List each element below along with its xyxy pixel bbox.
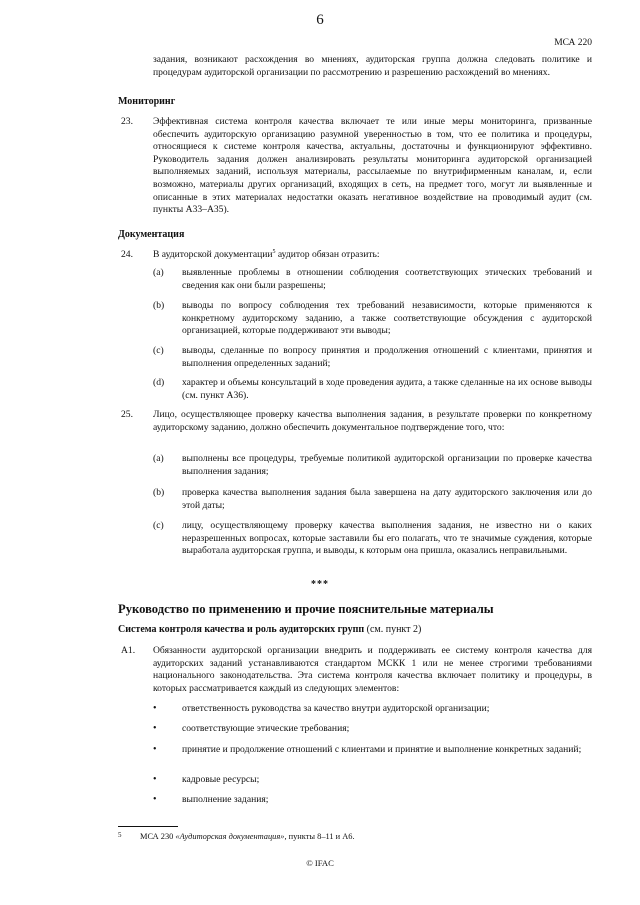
guidance-heading: Руководство по применению и прочие пояснительные материалы	[118, 602, 494, 616]
list-item-label: (a)	[153, 267, 164, 278]
intro-paragraph: задания, возникают расхождения во мнениях, аудиторская группа должна следовать политике и процедурам аудиторской организации по рассмотрению и разрешению расхождений во мнениях.	[153, 54, 592, 78]
page-footer: © IFAC	[306, 858, 334, 868]
bullet-icon: •	[153, 794, 157, 805]
bullet-item: выполнение задания;	[182, 794, 269, 805]
paragraph-number-23: 23.	[121, 116, 133, 127]
bullet-item: ответственность руководства за качество внутри аудиторской организации;	[182, 703, 490, 714]
footnote-title: «Аудиторская документация»	[175, 832, 285, 841]
list-item: выявленные проблемы в отношении соблюдения соответствующих этических требований и сведения как они были разрешены;	[182, 267, 592, 291]
list-item: характер и объемы консультаций в ходе проведения аудита, а также сделанные на их основе выводы (см. пункт А36).	[182, 377, 592, 401]
page-number: 6	[316, 12, 324, 28]
list-item: выполнены все процедуры, требуемые политикой аудиторской организации по проверке качества выполнения задания;	[182, 453, 592, 477]
footnote-plain: МСА 230	[140, 832, 176, 841]
list-item-label: (b)	[153, 300, 165, 311]
bullet-icon: •	[153, 723, 157, 734]
paragraph-a1: Обязанности аудиторской организации внедрить и поддерживать ее систему контроля качества для аудиторских заданий устанавливаются стандартом МСКК 1 или не менее строгими требованиями национального законодательства. Эта система контроля качества включает политику и процедуры, в которых рассматривается каждый из следующих элементов:	[153, 645, 592, 694]
footnote-text	[140, 831, 355, 842]
paragraph-number-24: 24.	[121, 249, 133, 260]
list-item: лицу, осуществляющему проверку качества выполнения задания, не известно ни о каких неразрешенных вопросах, которые заставили бы его полагать, что те значимые суждения, которые выработала аудиторская группа, и выводы, к которым она пришла, оказались неправильными.	[182, 520, 592, 557]
guidance-subheading	[118, 624, 421, 635]
paragraph-number-a1: A1.	[121, 645, 136, 656]
list-item-label: (a)	[153, 453, 164, 464]
paragraph-24-lead	[153, 249, 592, 262]
footnote-divider	[118, 826, 178, 827]
list-item: выводы по вопросу соблюдения тех требований независимости, которые применяются к конкретному аудиторскому заданию, а также соответствующие обсуждения с аудиторской организацией, которые поддерживают эти выводы;	[182, 300, 592, 337]
monitoring-heading: Мониторинг	[118, 96, 176, 107]
bullet-item: соответствующие этические требования;	[182, 723, 350, 734]
subheading-reference: (см. пункт 2)	[364, 624, 422, 635]
p24-lead-tail: аудитор обязан отразить:	[275, 249, 380, 260]
documentation-heading: Документация	[118, 229, 185, 240]
bullet-icon: •	[153, 703, 157, 714]
bullet-item: принятие и продолжение отношений с клиентами и принятие и выполнение конкретных заданий;	[182, 744, 582, 755]
bullet-icon: •	[153, 774, 157, 785]
list-item: проверка качества выполнения задания была завершена на дату аудиторского заключения или до этой даты;	[182, 487, 592, 511]
bullet-item: кадровые ресурсы;	[182, 774, 260, 785]
section-separator: ***	[311, 579, 329, 590]
paragraph-25-lead: Лицо, осуществляющее проверку качества выполнения задания, в результате проверки по конкретному аудиторскому заданию, должно обеспечить документальное подтверждение того, что:	[153, 409, 592, 433]
list-item-label: (b)	[153, 487, 165, 498]
subheading-title: Система контроля качества и роль аудиторских групп	[118, 624, 365, 635]
list-item-label: (c)	[153, 345, 164, 356]
paragraph-number-25: 25.	[121, 409, 133, 420]
bullet-icon: •	[153, 744, 157, 755]
footnote-number: 5	[118, 831, 122, 839]
paragraph-23: Эффективная система контроля качества включает те или иные меры мониторинга, призванные обеспечить аудиторскую организацию разумной уверенностью в том, что ее политика и процедуры, относящиеся к системе контроля качества, актуальны, достаточны и функционируют эффективно. Руководитель задания должен анализировать результаты мониторинга аудиторской организацией выполняемых заданий, используя материалы, рассылаемые по внутрифирменным каналам, и, если возможно, материалы других организаций, входящих в сеть, на предмет того, могут ли выявленные и описанные в этих материалах недостатки оказать негативное воздействие на проводимый аудит (см. пункты А33–А35).	[153, 116, 592, 216]
list-item: выводы, сделанные по вопросу принятия и продолжения отношений с клиентами, принятия и выполнения определенных заданий;	[182, 345, 592, 369]
document-id: МСА 220	[554, 38, 592, 48]
footnote-ref-5: 5	[272, 248, 276, 255]
list-item-label: (c)	[153, 520, 164, 531]
p24-lead-text: В аудиторской документации	[153, 249, 273, 260]
footnote-tail: , пункты 8–11 и А6.	[284, 832, 355, 841]
list-item-label: (d)	[153, 377, 165, 388]
